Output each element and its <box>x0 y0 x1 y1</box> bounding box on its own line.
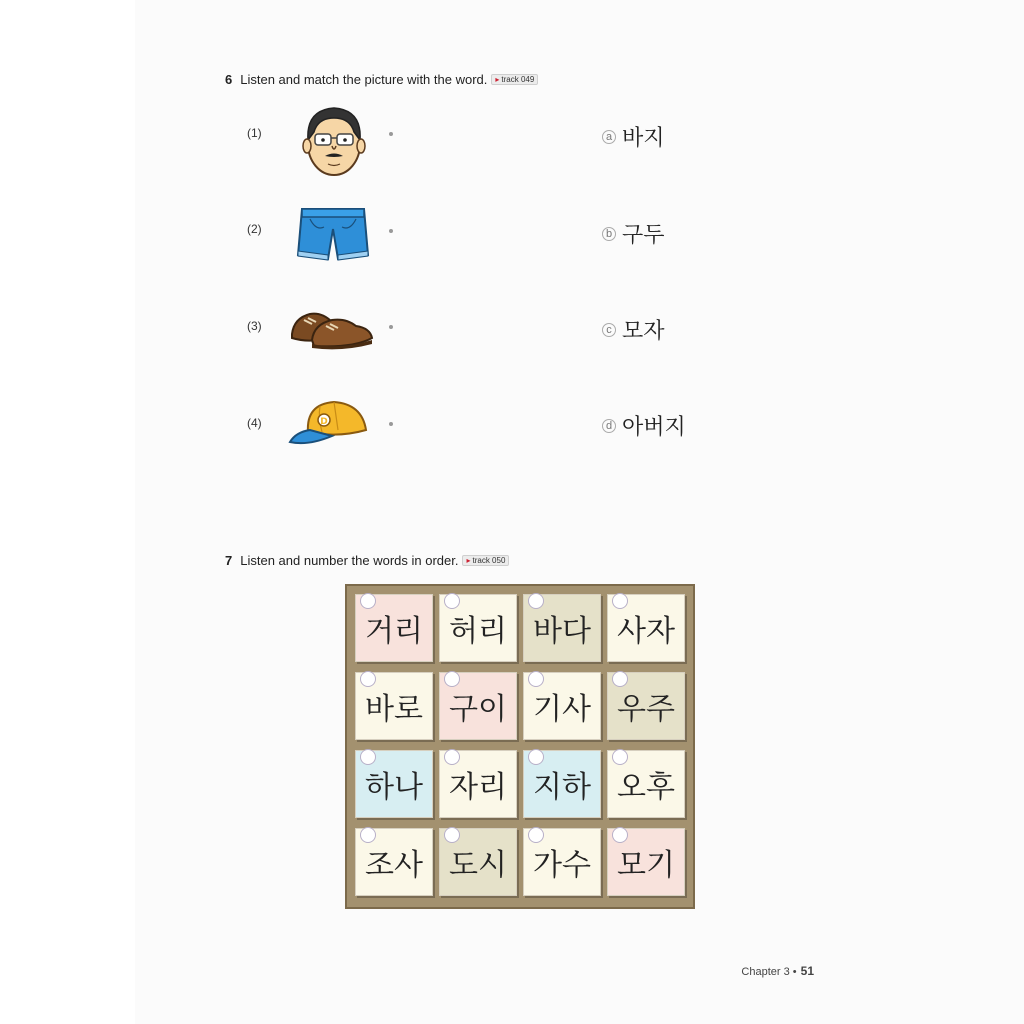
word-text: 모기 <box>617 848 675 883</box>
number-circle[interactable] <box>528 593 544 609</box>
track-label: track 050 <box>472 556 506 565</box>
number-circle[interactable] <box>360 593 376 609</box>
word-text: 지하 <box>533 770 591 805</box>
word-text: 바로 <box>365 692 423 727</box>
word-card[interactable] <box>607 828 685 896</box>
question-number: 7 <box>225 553 233 568</box>
number-circle[interactable] <box>528 671 544 687</box>
option-word: 아버지 <box>622 415 686 440</box>
word-text: 바다 <box>533 614 591 649</box>
word-text: 우주 <box>617 692 675 727</box>
item-number-1: (1) <box>247 126 262 140</box>
option-mark: d <box>602 419 616 433</box>
item-number-3: (3) <box>247 319 262 333</box>
number-circle[interactable] <box>360 749 376 765</box>
chapter-label: Chapter 3 • <box>741 966 797 978</box>
question-instruction: Listen and match the picture with the word. <box>240 72 488 87</box>
word-card[interactable] <box>523 672 601 740</box>
option-mark: b <box>602 227 616 241</box>
match-dot-1[interactable] <box>389 132 393 136</box>
option-mark: a <box>602 130 616 144</box>
number-circle[interactable] <box>444 749 460 765</box>
svg-text:D: D <box>320 417 328 427</box>
question-instruction: Listen and number the words in order. <box>240 553 459 568</box>
number-circle[interactable] <box>444 827 460 843</box>
word-text: 도시 <box>449 848 507 883</box>
word-card[interactable] <box>355 750 433 818</box>
word-card[interactable] <box>607 750 685 818</box>
option-word: 모자 <box>622 319 665 344</box>
word-card[interactable] <box>355 672 433 740</box>
cap-icon <box>288 398 370 448</box>
word-text: 하나 <box>365 770 423 805</box>
word-card[interactable] <box>355 828 433 896</box>
match-dot-4[interactable] <box>389 422 393 426</box>
word-text: 가수 <box>533 848 591 883</box>
item-number-4: (4) <box>247 416 262 430</box>
item-number-2: (2) <box>247 222 262 236</box>
word-card[interactable] <box>439 750 517 818</box>
word-card[interactable] <box>439 594 517 662</box>
match-dot-2[interactable] <box>389 229 393 233</box>
number-circle[interactable] <box>444 671 460 687</box>
shorts-icon <box>296 205 370 263</box>
number-circle[interactable] <box>612 593 628 609</box>
word-text: 오후 <box>617 770 675 805</box>
number-circle[interactable] <box>528 827 544 843</box>
answer-option-d[interactable] <box>602 410 686 441</box>
word-board <box>345 584 695 909</box>
word-card[interactable] <box>523 828 601 896</box>
number-circle[interactable] <box>612 749 628 765</box>
number-circle[interactable] <box>360 671 376 687</box>
number-circle[interactable] <box>612 827 628 843</box>
option-word: 바지 <box>622 126 665 151</box>
match-dot-3[interactable] <box>389 325 393 329</box>
word-text: 기사 <box>533 692 591 727</box>
page-footer <box>741 964 814 978</box>
word-card[interactable] <box>523 594 601 662</box>
track-label: track 049 <box>501 75 535 84</box>
page-number: 51 <box>800 964 814 978</box>
number-circle[interactable] <box>444 593 460 609</box>
play-icon: ▸ <box>495 75 500 84</box>
question-6-title <box>225 72 538 87</box>
word-card[interactable] <box>607 594 685 662</box>
play-icon: ▸ <box>466 556 471 565</box>
option-mark: c <box>602 323 616 337</box>
track-badge[interactable] <box>462 555 509 566</box>
word-card[interactable] <box>607 672 685 740</box>
word-text: 거리 <box>365 614 423 649</box>
word-card[interactable] <box>439 828 517 896</box>
answer-option-a[interactable] <box>602 121 665 152</box>
number-circle[interactable] <box>528 749 544 765</box>
question-7-title <box>225 553 509 568</box>
word-card[interactable] <box>355 594 433 662</box>
word-text: 사자 <box>617 614 675 649</box>
word-card[interactable] <box>523 750 601 818</box>
man-face-icon <box>298 102 370 178</box>
answer-option-b[interactable] <box>602 218 665 249</box>
answer-option-c[interactable] <box>602 314 665 345</box>
number-circle[interactable] <box>360 827 376 843</box>
word-text: 구이 <box>449 692 507 727</box>
shoes-icon <box>288 304 376 350</box>
word-text: 허리 <box>449 614 507 649</box>
word-card[interactable] <box>439 672 517 740</box>
word-text: 조사 <box>365 848 423 883</box>
track-badge[interactable] <box>491 74 538 85</box>
option-word: 구두 <box>622 223 665 248</box>
number-circle[interactable] <box>612 671 628 687</box>
word-text: 자리 <box>449 770 507 805</box>
question-number: 6 <box>225 72 233 87</box>
